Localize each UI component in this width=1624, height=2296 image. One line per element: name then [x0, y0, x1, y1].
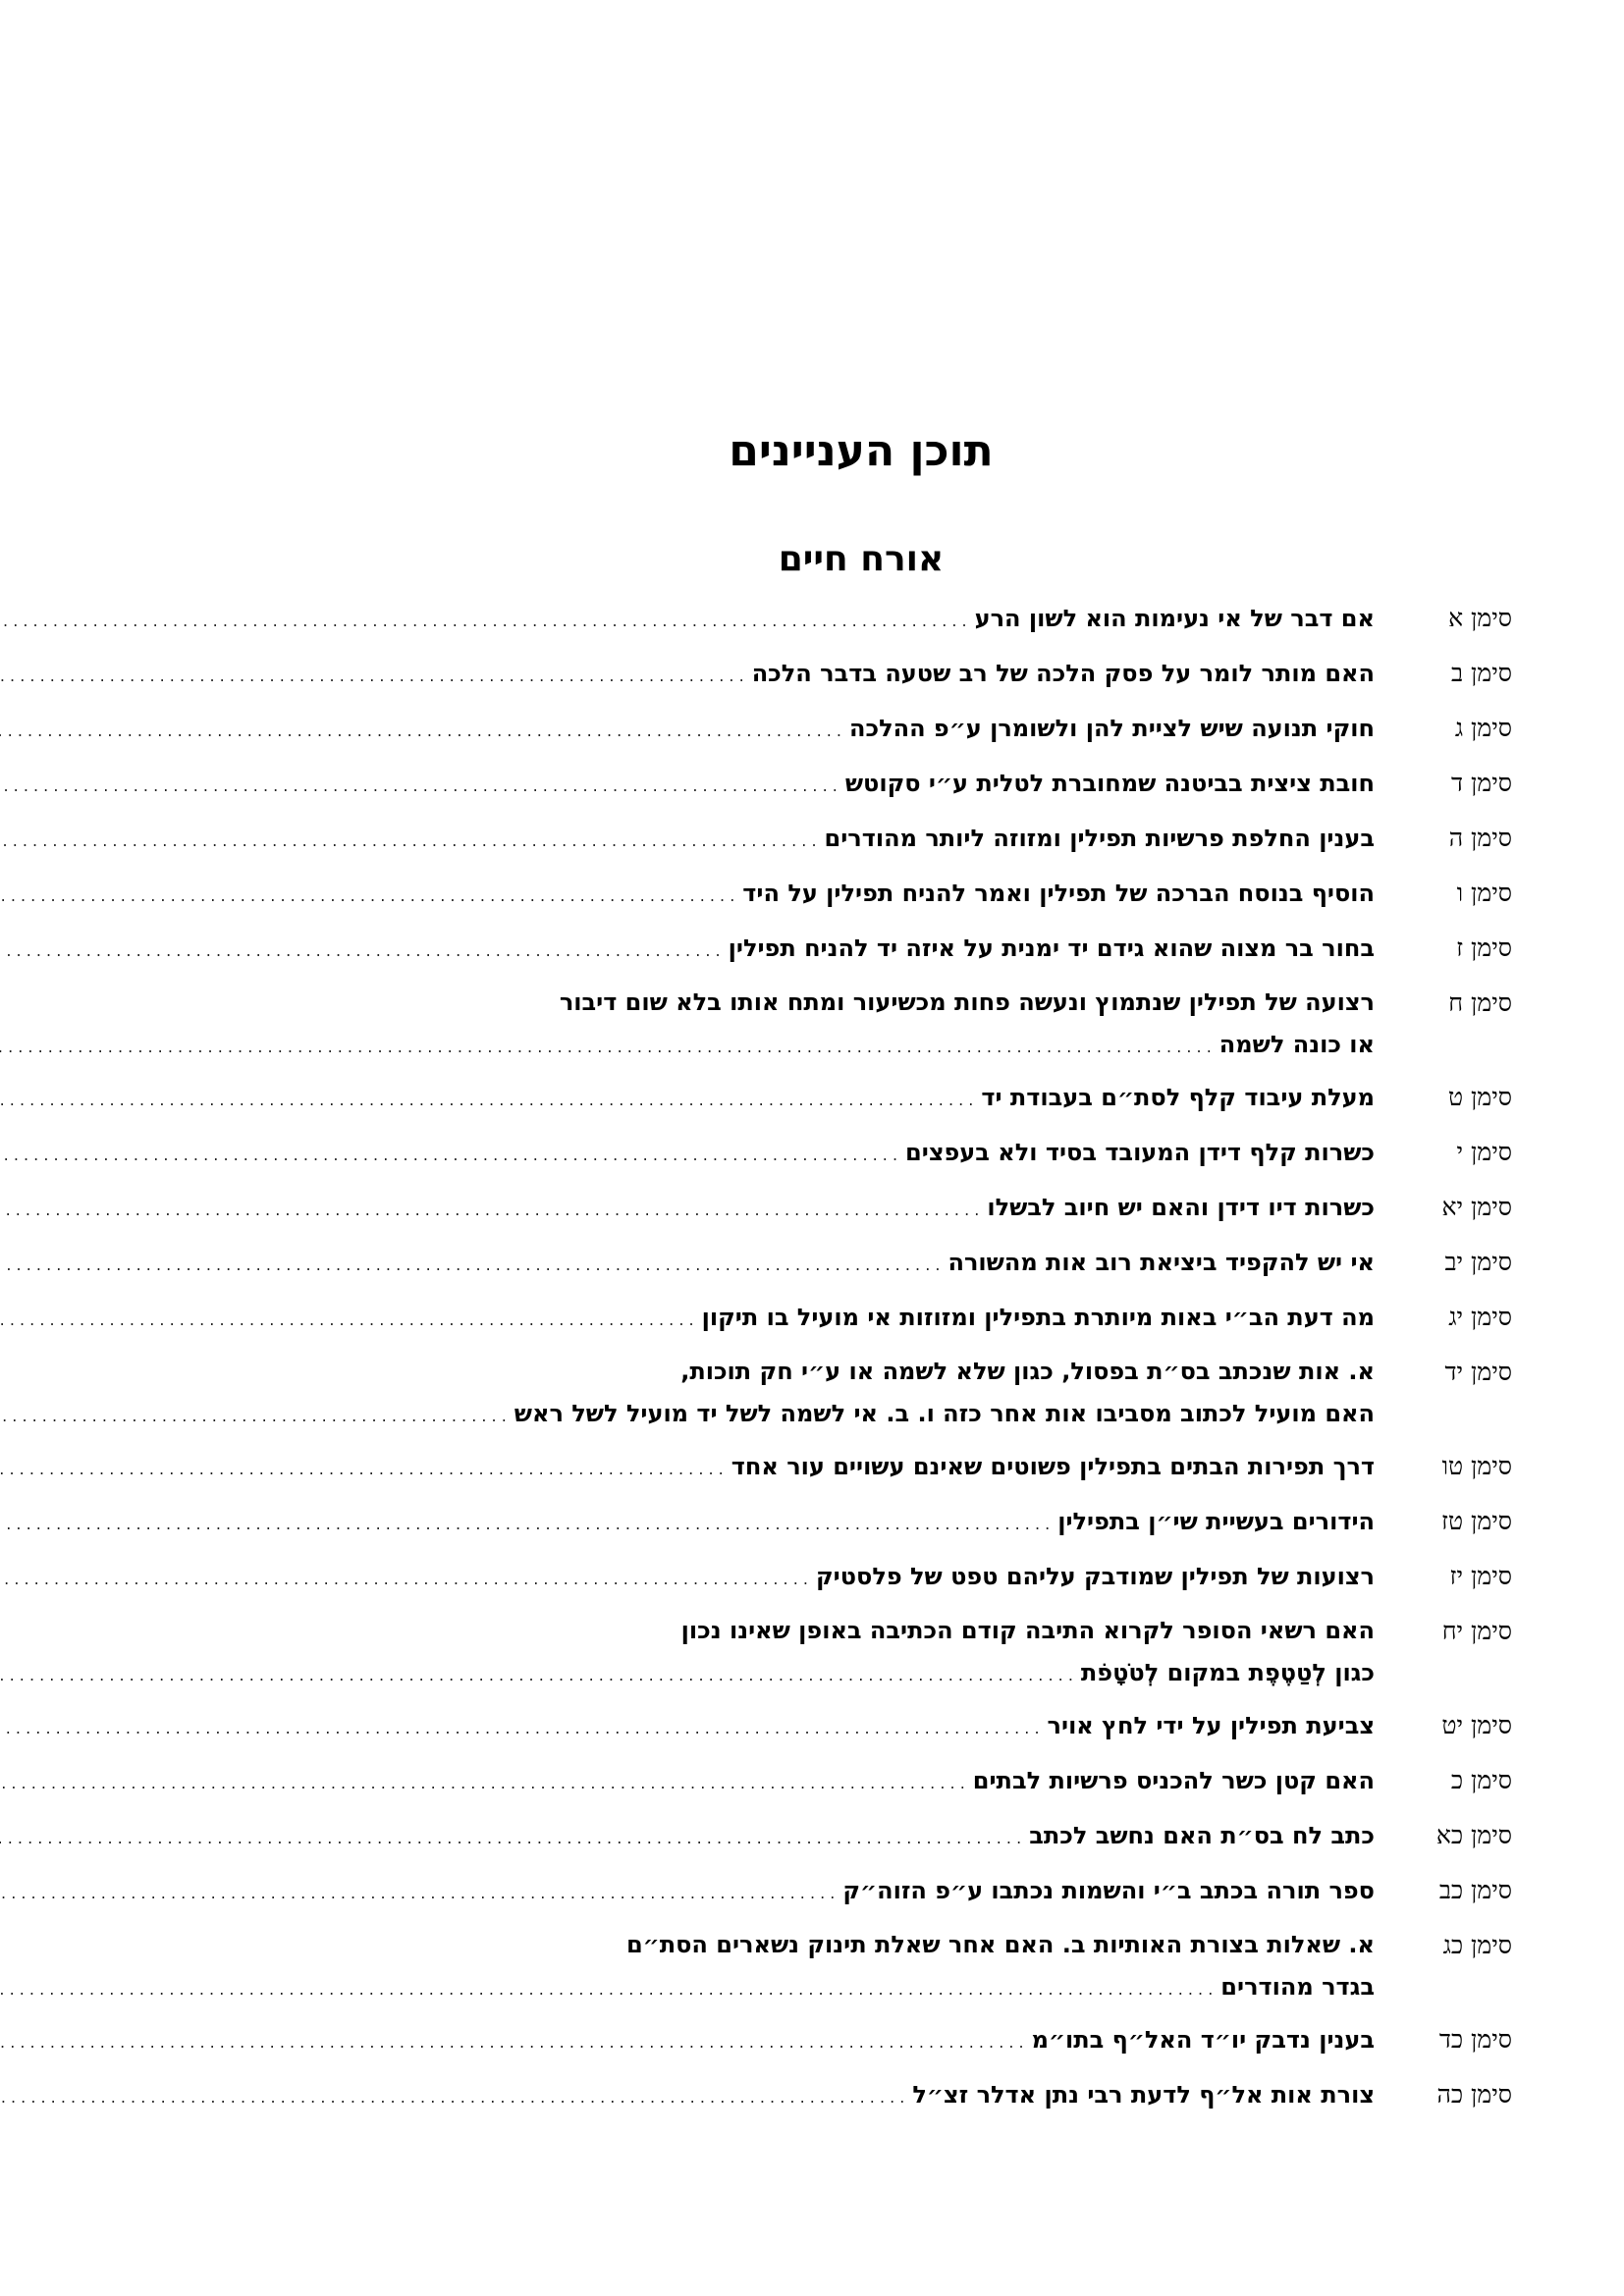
topic-text: צורת אות אל״ף לדעת רבי נתן אדלר זצ״ל	[912, 2081, 1375, 2109]
topic-line	[0, 2018, 1375, 2064]
topic-text: כגון לְטַטֶפֶת במקום לְטֹטָפֹת	[1080, 1659, 1375, 1686]
siman-label: סימן ח	[1448, 988, 1512, 1017]
topic-text: הידורים בעשיית שי״ן בתפילין	[1057, 1508, 1375, 1535]
topic-line	[0, 1076, 1375, 1122]
topic-line	[0, 1610, 1375, 1651]
dot-leader	[0, 655, 744, 698]
siman-label: סימן ג	[1454, 714, 1512, 742]
topic-line	[0, 1500, 1375, 1546]
siman-label: סימן י	[1456, 1138, 1512, 1166]
toc-entry	[196, 982, 1512, 1076]
topic-line	[0, 1924, 1375, 1965]
topic-text: רצועה של תפילין שנתמוץ ונעשה פחות מכשיעור ומתח אותו בלא שום דיבור	[559, 988, 1375, 1016]
topic	[0, 1814, 1375, 1860]
topic-line	[0, 1445, 1375, 1491]
siman-label: סימן א	[1448, 604, 1512, 632]
topic	[0, 1924, 1375, 2011]
siman-label: סימן כ	[1450, 1766, 1512, 1794]
toc-entry	[196, 1445, 1512, 1500]
topic	[0, 1186, 1375, 1232]
siman-label: סימן כב	[1438, 1876, 1512, 1904]
siman-label: סימן ד	[1451, 769, 1512, 797]
dot-leader	[0, 1395, 507, 1438]
dot-leader	[0, 1299, 694, 1342]
toc-entry	[196, 2073, 1512, 2128]
topic-text: כשרות דיו דידן והאם יש חיוב לבשלו	[987, 1194, 1375, 1221]
topic	[0, 1610, 1375, 1697]
topic-line	[0, 982, 1375, 1023]
dot-leader	[0, 2076, 904, 2119]
dot-leader	[0, 1503, 1050, 1546]
topic-line	[0, 1186, 1375, 1232]
topic-line	[0, 1759, 1375, 1805]
topic-text: חוקי תנועה שיש לציית להן ולשומרן ע״פ ההלכה	[849, 715, 1375, 742]
toc-entry	[196, 1076, 1512, 1131]
topic-text: מעלת עיבוד קלף לסת״ם בעבודת יד	[981, 1084, 1375, 1111]
siman-label: סימן ה	[1448, 824, 1512, 852]
topic-text: בענין החלפת פרשיות תפילין ומזוזה ליותר מהודרים	[824, 825, 1375, 852]
dot-leader	[0, 1968, 1213, 2011]
dot-leader	[0, 820, 817, 863]
topic-text: בענין נדבק יו״ד האל״ף בתו״מ	[1031, 2026, 1375, 2054]
toc-entry	[196, 1241, 1512, 1296]
topic-line	[0, 927, 1375, 973]
siman-label: סימן יב	[1444, 1248, 1512, 1276]
dot-leader	[0, 600, 967, 643]
toc-entry	[196, 1869, 1512, 1924]
topic-text: בגדר מהודרים	[1220, 1973, 1375, 2001]
siman-label: סימן כה	[1436, 2080, 1512, 2109]
topic	[0, 762, 1375, 808]
table-of-contents	[196, 597, 1512, 2128]
topic-text: האם מותר לומר על פסק הלכה של רב שטעה בדבר הלכה	[751, 660, 1375, 687]
topic-text: מה דעת הב״י באות מיותרת בתפילין ומזוזות אי מועיל בו תיקון	[701, 1304, 1375, 1331]
siman-label: סימן יא	[1441, 1193, 1512, 1221]
topic	[0, 1555, 1375, 1601]
topic-text: ספר תורה בכתב ב״י והשמות נכתבו ע״פ הזוה״ק	[842, 1877, 1375, 1904]
toc-entry	[196, 1759, 1512, 1814]
siman-label: סימן יח	[1441, 1617, 1512, 1645]
toc-entry	[196, 927, 1512, 982]
siman-label: סימן טו	[1441, 1452, 1512, 1480]
toc-entry	[196, 1814, 1512, 1869]
toc-entry	[196, 707, 1512, 762]
siman-label: סימן כד	[1438, 2025, 1512, 2054]
dot-leader	[0, 1134, 897, 1177]
topic-line	[0, 1392, 1375, 1438]
topic-line	[0, 1814, 1375, 1860]
toc-entry	[196, 762, 1512, 817]
topic-line	[0, 1351, 1375, 1392]
toc-entry	[196, 1555, 1512, 1610]
dot-leader	[0, 1558, 808, 1601]
topic-text: בחור בר מצוה שהוא גידם יד ימנית על איזה יד להניח תפילין	[728, 934, 1375, 962]
siman-label: סימן טז	[1441, 1507, 1512, 1535]
siman-label: סימן ט	[1447, 1083, 1512, 1111]
siman-label: סימן יד	[1444, 1358, 1512, 1386]
siman-label: סימן כג	[1442, 1931, 1512, 1959]
topic-text: האם קטן כשר להכניס פרשיות לבתים	[972, 1767, 1375, 1794]
dot-leader	[0, 2021, 1024, 2064]
topic-text: הוסיף בנוסח הברכה של תפילין ואמר להניח תפילין על היד	[742, 880, 1375, 907]
toc-entry	[196, 1186, 1512, 1241]
toc-entry	[196, 817, 1512, 872]
topic	[0, 2073, 1375, 2119]
page-title: תוכן העניינים	[729, 426, 994, 476]
dot-leader	[0, 875, 734, 918]
topic-text: רצועות של תפילין שמודבק עליהם טפט של פלסטיק	[815, 1563, 1375, 1590]
topic-line	[0, 597, 1375, 643]
topic-line	[0, 1131, 1375, 1177]
dot-leader	[0, 1079, 973, 1122]
topic	[0, 1076, 1375, 1122]
dot-leader	[0, 765, 838, 808]
topic-text: א. שאלות בצורת האותיות ב. האם אחר שאלת תינוק נשארים הסת״ם	[625, 1931, 1375, 1958]
topic	[0, 2018, 1375, 2064]
topic-line	[0, 1651, 1375, 1697]
topic-line	[0, 1869, 1375, 1915]
topic	[0, 1351, 1375, 1438]
toc-entry	[196, 1610, 1512, 1704]
topic-text: א. אות שנכתב בס״ת בפסול, כגון שלא לשמה או ע״י חק תוכות,	[680, 1358, 1375, 1385]
dot-leader	[0, 1872, 835, 1915]
topic	[0, 1704, 1375, 1750]
topic	[0, 1241, 1375, 1287]
topic	[0, 817, 1375, 863]
siman-label: סימן יג	[1448, 1303, 1512, 1331]
topic-text: האם מועיל לכתוב מסביבו אות אחר כזה ו. ב. אי לשמה לשל יד מועיל לשל ראש	[514, 1400, 1375, 1427]
topic	[0, 707, 1375, 753]
toc-entry	[196, 1500, 1512, 1555]
topic	[0, 1500, 1375, 1546]
topic-line	[0, 2073, 1375, 2119]
topic-text: כשרות קלף דידן המעובד בסיד ולא בעפצים	[905, 1139, 1375, 1166]
dot-leader	[0, 1654, 1073, 1697]
topic-line	[0, 1704, 1375, 1750]
siman-label: סימן יז	[1449, 1562, 1512, 1590]
topic-text: אם דבר של אי נעימות הוא לשון הרע	[974, 605, 1375, 632]
topic-line	[0, 707, 1375, 753]
dot-leader	[0, 1026, 1212, 1069]
topic-line	[0, 1965, 1375, 2011]
topic-text: או כונה לשמה	[1218, 1031, 1375, 1058]
dot-leader	[0, 1448, 724, 1491]
toc-entry	[196, 872, 1512, 927]
toc-entry	[196, 2018, 1512, 2073]
siman-label: סימן יט	[1441, 1711, 1512, 1739]
topic	[0, 597, 1375, 643]
topic-line	[0, 762, 1375, 808]
topic	[0, 927, 1375, 973]
topic	[0, 1445, 1375, 1491]
dot-leader	[0, 1244, 940, 1287]
topic	[0, 1759, 1375, 1805]
topic-line	[0, 1555, 1375, 1601]
topic-line	[0, 1023, 1375, 1069]
dot-leader	[0, 1189, 979, 1232]
topic	[0, 982, 1375, 1069]
topic	[0, 1131, 1375, 1177]
topic-text: האם רשאי הסופר לקרוא התיבה קודם הכתיבה באופן שאינו נכון	[680, 1617, 1375, 1644]
topic-text: דרך תפירות הבתים בתפילין פשוטים שאינם עשויים עור אחד	[731, 1453, 1375, 1480]
topic	[0, 652, 1375, 698]
topic-line	[0, 872, 1375, 918]
topic	[0, 1296, 1375, 1342]
topic-text: צביעת תפילין על ידי לחץ אויר	[1047, 1712, 1375, 1739]
toc-entry	[196, 1131, 1512, 1186]
topic-line	[0, 817, 1375, 863]
dot-leader	[0, 1762, 965, 1805]
toc-entry	[196, 1704, 1512, 1759]
dot-leader	[0, 1817, 1021, 1860]
toc-entry	[196, 1296, 1512, 1351]
siman-label: סימן ז	[1456, 934, 1512, 962]
section-title: אורח חיים	[778, 539, 945, 579]
siman-label: סימן כא	[1435, 1821, 1512, 1849]
topic-text: חובת ציצית בביטנה שמחוברת לטלית ע״י סקוטש	[844, 770, 1375, 797]
topic	[0, 872, 1375, 918]
toc-entry	[196, 597, 1512, 652]
toc-entry	[196, 652, 1512, 707]
dot-leader	[0, 930, 721, 973]
topic-text: כתב לח בס״ת האם נחשב לכתב	[1029, 1822, 1375, 1849]
topic-text: אי יש להקפיד ביציאת רוב אות מהשורה	[947, 1249, 1375, 1276]
topic-line	[0, 1241, 1375, 1287]
dot-leader	[0, 710, 841, 753]
siman-label: סימן ב	[1451, 659, 1512, 687]
topic-line	[0, 1296, 1375, 1342]
dot-leader	[0, 1707, 1040, 1750]
toc-entry	[196, 1351, 1512, 1445]
siman-label: סימן ו	[1456, 879, 1512, 907]
toc-entry	[196, 1924, 1512, 2018]
topic	[0, 1869, 1375, 1915]
topic-line	[0, 652, 1375, 698]
